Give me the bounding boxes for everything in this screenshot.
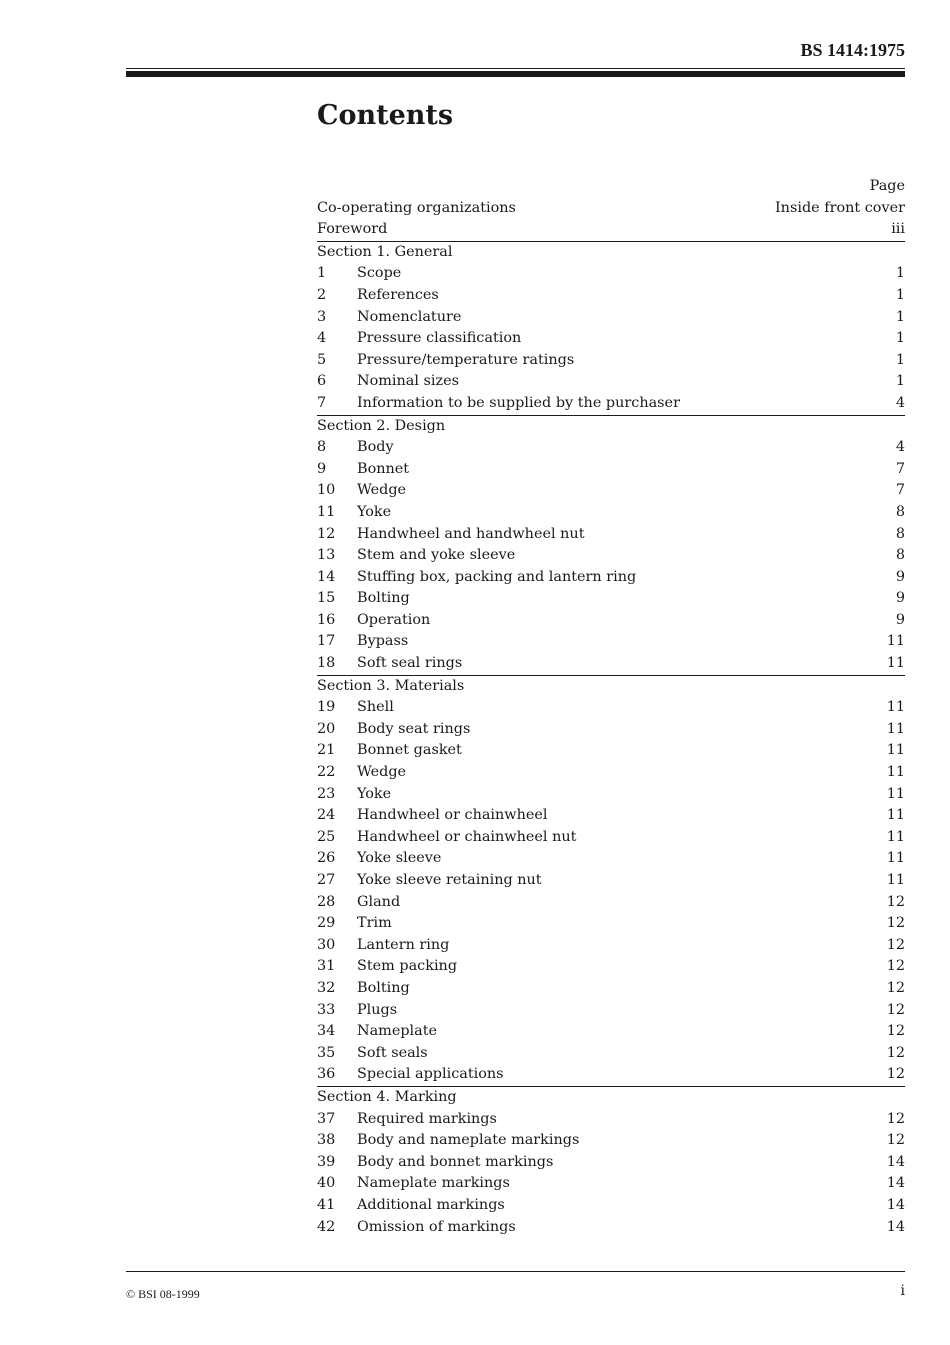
toc-entry-page: 4	[895, 394, 905, 411]
toc-entry[interactable]	[317, 1217, 905, 1239]
toc-entry-page: 12	[886, 1001, 905, 1018]
footer-rule	[126, 1271, 905, 1272]
toc-entry[interactable]	[317, 978, 905, 1000]
toc-entry-number: 14	[317, 568, 336, 585]
toc-entry-label: References	[357, 286, 439, 303]
toc-entry-page: 12	[886, 936, 905, 953]
toc-entry-number: 33	[317, 1001, 336, 1018]
toc-entry-page: 7	[895, 460, 905, 477]
copyright-notice: © BSI 08-1999	[126, 1287, 200, 1301]
toc-entry-number: 5	[317, 351, 327, 368]
toc-entry-number: 12	[317, 525, 336, 542]
toc-entry[interactable]	[317, 827, 905, 849]
toc-entry[interactable]	[317, 567, 905, 589]
toc-entry-label: Pressure/temperature ratings	[357, 351, 575, 368]
toc-entry[interactable]	[317, 740, 905, 762]
toc-entry-label: Operation	[357, 611, 431, 628]
toc-entry-page: 1	[895, 286, 905, 303]
toc-entry-page: 12	[886, 979, 905, 996]
toc-entry-page: 12	[886, 1023, 905, 1040]
toc-entry-page: 11	[886, 807, 905, 824]
toc-entry-label: Soft seals	[357, 1044, 428, 1061]
toc-entry-number: 10	[317, 482, 336, 499]
toc-entry-label: Body and nameplate markings	[357, 1132, 580, 1149]
toc-entry-page: 9	[895, 590, 905, 607]
toc-entry-number: 2	[317, 286, 327, 303]
toc-entry-label: Stem and yoke sleeve	[357, 547, 516, 564]
toc-entry-page: 11	[886, 720, 905, 737]
toc-entry-page: 9	[895, 611, 905, 628]
toc-entry-page: 7	[895, 482, 905, 499]
document-code: BS 1414:1975	[800, 40, 905, 60]
toc-entry-number: 38	[317, 1132, 336, 1149]
toc-entry[interactable]	[317, 328, 905, 350]
toc-entry-page: 11	[886, 633, 905, 650]
toc-entry-number: 22	[317, 764, 336, 781]
toc-entry[interactable]	[317, 762, 905, 784]
toc-entry-label: Special applications	[357, 1066, 504, 1083]
toc-entry-label: Handwheel or chainwheel	[357, 807, 548, 824]
toc-entry-page: 14	[886, 1218, 905, 1235]
toc-entry[interactable]	[317, 1152, 905, 1174]
toc-entry[interactable]	[317, 545, 905, 567]
toc-section-heading[interactable]	[317, 242, 905, 264]
page-number: i	[900, 1283, 905, 1299]
toc-entry[interactable]	[317, 1130, 905, 1152]
toc-section-title: Section 1. General	[317, 243, 453, 260]
toc-entry[interactable]	[317, 437, 905, 459]
toc-entry-number: 6	[317, 373, 327, 390]
toc-front-matter-row[interactable]	[317, 198, 905, 220]
toc-entry-number: 37	[317, 1110, 336, 1127]
toc-entry[interactable]	[317, 653, 905, 676]
toc-entry-number: 1	[317, 265, 327, 282]
toc-page-heading-row	[317, 176, 905, 198]
toc-entry-label: Nomenclature	[357, 308, 462, 325]
toc-entry[interactable]	[317, 805, 905, 827]
toc-entry-page: iii	[891, 221, 905, 238]
toc-entry-label: Yoke sleeve	[357, 850, 442, 867]
toc-entry-page: 11	[886, 872, 905, 888]
toc-entry-page: 1	[895, 373, 905, 390]
toc-entry-number: 42	[317, 1218, 336, 1235]
toc-entry-label: Lantern ring	[357, 936, 450, 953]
toc-entry-label: Trim	[357, 915, 392, 932]
toc-entry-number: 25	[317, 828, 336, 845]
toc-entry-label: Handwheel and handwheel nut	[357, 525, 585, 542]
toc-entry-number: 8	[317, 439, 327, 456]
toc-entry-number: 35	[317, 1044, 336, 1061]
toc-entry-label: Soft seal rings	[357, 655, 463, 672]
toc-entry-page: 14	[886, 1175, 905, 1192]
toc-entry[interactable]	[317, 892, 905, 914]
toc-entry[interactable]	[317, 502, 905, 524]
toc-entry[interactable]	[317, 913, 905, 935]
toc-entry[interactable]	[317, 1064, 905, 1087]
toc-entry-number: 7	[317, 394, 327, 411]
toc-entry-label: Body	[357, 439, 394, 456]
toc-entry[interactable]	[317, 371, 905, 393]
toc-entry-label: Nameplate	[357, 1023, 438, 1040]
toc-entry-label: Wedge	[357, 764, 407, 781]
toc-entry[interactable]	[317, 870, 905, 892]
toc-entry-label: Bolting	[357, 590, 410, 607]
toc-entry-page: 9	[895, 568, 905, 585]
toc-sections	[317, 242, 905, 1238]
toc-entry-number: 41	[317, 1196, 336, 1213]
toc-entry-number: 15	[317, 590, 336, 607]
toc-entry[interactable]	[317, 588, 905, 610]
toc-entry-label: Yoke	[357, 503, 392, 520]
toc-entry-page: 1	[895, 308, 905, 325]
toc-entry-number: 19	[317, 699, 336, 716]
toc-entry-page: 8	[895, 547, 905, 564]
toc-entry-page: 14	[886, 1196, 905, 1213]
toc-entry-label: Pressure classification	[357, 330, 522, 347]
toc-entry-number: 17	[317, 633, 336, 650]
toc-front-matter-row[interactable]	[317, 219, 905, 242]
toc-entry-number: 36	[317, 1066, 336, 1083]
toc-entry-label: Bypass	[357, 633, 409, 650]
toc-entry-number: 40	[317, 1175, 336, 1192]
toc-entry-page: 1	[895, 351, 905, 368]
toc-entry-number: 11	[317, 503, 336, 520]
toc-entry-label: Yoke sleeve retaining nut	[357, 872, 542, 888]
toc-entry[interactable]	[317, 1043, 905, 1065]
toc-entry-label: Nameplate markings	[357, 1175, 510, 1192]
page-title: Contents	[317, 100, 454, 131]
toc-entry-label: Gland	[357, 893, 401, 910]
toc-entry[interactable]	[317, 459, 905, 481]
toc-page-heading: Page	[869, 178, 905, 194]
toc-entry[interactable]	[317, 480, 905, 502]
toc-entry-page: 11	[886, 785, 905, 802]
toc-entry-label: Information to be supplied by the purchaser	[357, 394, 680, 411]
toc-entry[interactable]	[317, 631, 905, 653]
toc-entry-page: 11	[886, 764, 905, 781]
toc-entry[interactable]	[317, 350, 905, 372]
toc-section-heading[interactable]	[317, 1087, 905, 1109]
toc-section-title: Section 4. Marking	[317, 1088, 457, 1105]
toc-entry[interactable]	[317, 719, 905, 741]
toc-entry[interactable]	[317, 263, 905, 285]
toc-entry-page: 11	[886, 699, 905, 716]
toc-entry-number: 9	[317, 460, 327, 477]
header-rule-thick	[126, 71, 905, 77]
toc-entry[interactable]	[317, 956, 905, 978]
toc-entry[interactable]	[317, 307, 905, 329]
toc-entry-number: 21	[317, 742, 336, 759]
toc-section-title: Section 3. Materials	[317, 677, 465, 694]
toc-entry-label: Bolting	[357, 979, 410, 996]
toc-entry-label: Scope	[357, 265, 402, 282]
toc-section-title: Section 2. Design	[317, 417, 446, 434]
toc-entry-page: Inside front cover	[775, 199, 905, 216]
toc-section-heading[interactable]	[317, 676, 905, 698]
toc-entry-page: 12	[886, 915, 905, 932]
toc-entry-page: 12	[886, 958, 905, 975]
toc-entry-number: 24	[317, 807, 336, 824]
toc-entry[interactable]	[317, 1195, 905, 1217]
toc-entry-label: Nominal sizes	[357, 373, 459, 390]
toc-entry-number: 29	[317, 915, 336, 932]
toc-entry-number: 34	[317, 1023, 336, 1040]
toc-entry[interactable]	[317, 697, 905, 719]
toc-entry[interactable]	[317, 1000, 905, 1022]
toc-entry[interactable]	[317, 1173, 905, 1195]
toc-entry-page: 1	[895, 330, 905, 347]
toc-entry-label: Handwheel or chainwheel nut	[357, 828, 577, 845]
toc-entry-label: Wedge	[357, 482, 407, 499]
toc-entry-number: 32	[317, 979, 336, 996]
toc-entry-page: 8	[895, 525, 905, 542]
toc-entry-page: 12	[886, 893, 905, 910]
toc-entry-number: 27	[317, 872, 336, 888]
toc-entry-number: 39	[317, 1153, 336, 1170]
toc-entry-label: Foreword	[317, 221, 388, 238]
toc-entry-page: 12	[886, 1132, 905, 1149]
toc-entry-label: Yoke	[357, 785, 392, 802]
toc-entry-number: 31	[317, 958, 336, 975]
toc-entry-label: Bonnet	[357, 460, 410, 477]
toc-entry-page: 12	[886, 1066, 905, 1083]
toc-entry[interactable]	[317, 524, 905, 546]
toc-entry[interactable]	[317, 784, 905, 806]
toc-entry-label: Body and bonnet markings	[357, 1153, 554, 1170]
toc-entry-number: 20	[317, 720, 336, 737]
toc-entry-label: Co-operating organizations	[317, 199, 516, 216]
toc-entry-number: 18	[317, 655, 336, 672]
toc-entry-page: 11	[886, 850, 905, 867]
toc-entry-number: 13	[317, 547, 336, 564]
toc-entry-page: 4	[895, 439, 905, 456]
toc-entry-label: Plugs	[357, 1001, 398, 1018]
toc-entry-label: Bonnet gasket	[357, 742, 462, 759]
toc-entry[interactable]	[317, 285, 905, 307]
toc-entry-page: 12	[886, 1044, 905, 1061]
toc-entry-number: 26	[317, 850, 336, 867]
toc-entry-number: 3	[317, 308, 327, 325]
toc-entry-page: 11	[886, 742, 905, 759]
toc-entry-number: 30	[317, 936, 336, 953]
toc-entry-number: 23	[317, 785, 336, 802]
toc-entry-label: Body seat rings	[357, 720, 471, 737]
toc-entry-label: Omission of markings	[357, 1218, 516, 1235]
toc-entry-page: 11	[886, 828, 905, 845]
toc-entry-label: Stem packing	[357, 958, 458, 975]
toc-entry-page: 8	[895, 503, 905, 520]
toc-entry[interactable]	[317, 610, 905, 632]
toc-entry[interactable]	[317, 1021, 905, 1043]
toc-entry[interactable]	[317, 848, 905, 870]
toc-entry[interactable]	[317, 935, 905, 957]
toc-entry-label: Stuffing box, packing and lantern ring	[357, 568, 637, 585]
toc-entry-label: Additional markings	[357, 1196, 505, 1213]
toc-entry-number: 16	[317, 611, 336, 628]
toc-entry[interactable]	[317, 1109, 905, 1131]
toc-entry-page: 1	[895, 265, 905, 282]
toc-section-heading[interactable]	[317, 416, 905, 438]
toc-entry[interactable]	[317, 393, 905, 416]
toc-entry-page: 12	[886, 1110, 905, 1127]
toc-entry-label: Required markings	[357, 1110, 497, 1127]
toc-entry-label: Shell	[357, 699, 394, 716]
header-rule-thin	[126, 68, 905, 69]
toc-entry-page: 14	[886, 1153, 905, 1170]
toc-entry-number: 28	[317, 893, 336, 910]
toc-entry-number: 4	[317, 330, 327, 347]
table-of-contents	[317, 176, 905, 1238]
toc-entry-page: 11	[886, 655, 905, 672]
